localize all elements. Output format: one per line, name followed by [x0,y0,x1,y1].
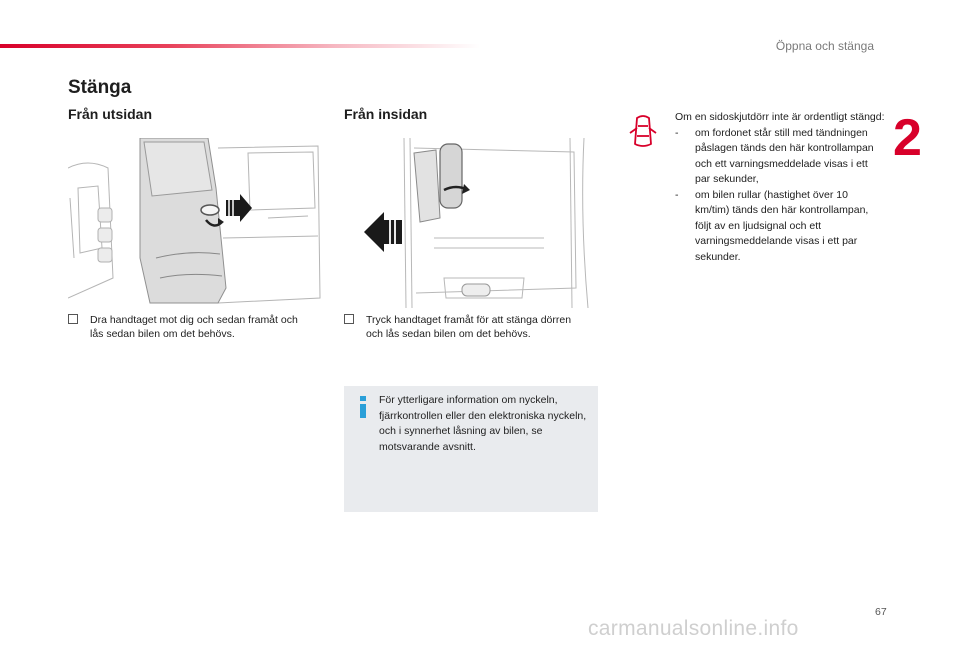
checkbox-icon [68,314,78,324]
header-accent-bar [0,44,480,48]
warning-intro: Om en sidoskjutdörr inte är ordentligt stängd: [675,111,885,123]
warning-item [675,188,885,266]
info-box [344,386,598,512]
page-number: 67 [875,606,887,618]
list-dash: - [675,126,679,139]
warning-item-text: om fordonet står still med tändningen påslagen tänds den här kontrollampan och ett varningsmeddelade visas i ett par sekunder, [695,126,874,185]
chapter-number: 2 [893,109,922,167]
warning-item-text: om bilen rullar (hastighet över 10 km/tim) tänds den här kontrollampan, följt av en ljudsignal och ett varningsmeddelande visas i ett par sekunder. [695,188,869,263]
outside-step-text: Dra handtaget mot dig och sedan framåt och lås sedan bilen om det behövs. [90,314,298,340]
section-title: Stänga [68,77,132,98]
inside-step [344,313,576,341]
watermark: carmanualsonline.info [588,617,799,640]
warning-item [675,126,885,188]
chapter-title: Öppna och stänga [775,39,874,53]
inside-illustration [344,138,598,308]
warning-text [675,110,885,265]
inside-step-text: Tryck handtaget framåt för att stänga dörren och lås sedan bilen om det behövs. [366,314,572,340]
outside-illustration [68,138,322,308]
outside-subtitle: Från utsidan [68,106,153,122]
door-open-warning-icon [628,114,658,150]
info-text: För ytterligare information om nyckeln, fjärrkontrollen eller den elektroniska nyckeln, och i synnerhet låsning av bilen, se motsvarande avsnitt. [379,394,587,453]
checkbox-icon [344,314,354,324]
inside-subtitle: Från insidan [344,106,428,122]
outside-step [68,313,300,341]
info-icon [357,396,369,418]
list-dash: - [675,188,679,201]
